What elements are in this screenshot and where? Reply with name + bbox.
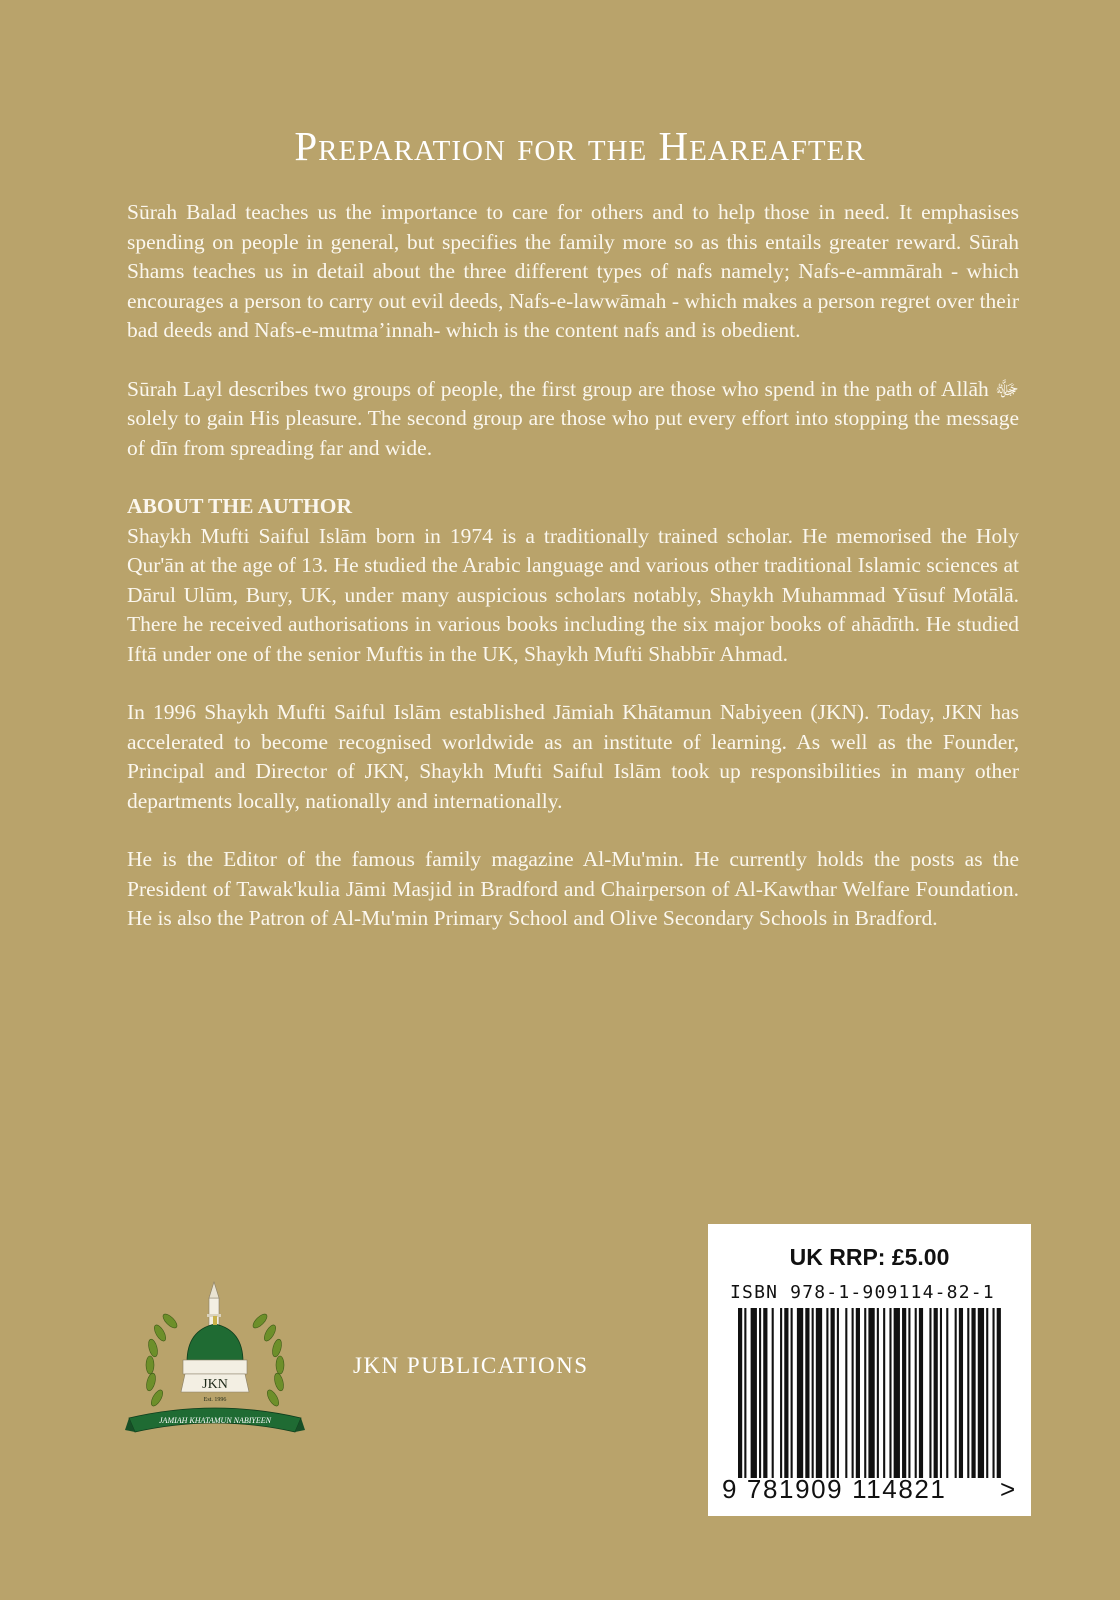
paragraph-surah-balad: Sūrah Balad teaches us the importance to care for others and to help those in need. It emphasises spending on people in general, but specifies the family more so as this entails greater reward. Sūrah Shams teaches us in detail about the three different types of nafs namely; Nafs-e-ammārah - which encourages a person to carry out evil deeds, Nafs-e-lawwāmah - which makes a person regret over their bad deeds and Nafs-e-mutma’innah- which is the content nafs and is obedient. — [127, 200, 1019, 342]
barcode-digits: 9 781909 114821 — [722, 1474, 947, 1504]
barcode-panel — [708, 1224, 1031, 1516]
author-heading: ABOUT THE AUTHOR — [127, 494, 353, 518]
paragraph-author-bio: Shaykh Mufti Saiful Islām born in 1974 is a traditionally trained scholar. He memorised the Holy Qur'ān at the age of 13. He studied the Arabic language and various other traditional Islamic sciences at Dārul Ulūm, Bury, UK, under many auspicious scholars notably, Shaykh Muhammad Yūsuf Motālā. There he received authorisations in various books including the six major books of ahādīth. He studied Iftā under one of the senior Muftis in the UK, Shaykh Mufti Shabbīr Ahmad. — [127, 523, 1019, 666]
logo-initials: JKN — [202, 1377, 228, 1392]
paragraph-jkn-founding: In 1996 Shaykh Mufti Saiful Islām established Jāmiah Khātamun Nabiyeen (JKN). Today, JKN has accelerated to become recognised worldwide as an institute of learning. As well as the Founder, Principal and Director of JKN, Shaykh Mufti Saiful Islām took up responsibilities in many other departments locally, nationally and internationally. — [127, 700, 1019, 813]
paragraph-editor-roles: He is the Editor of the famous family magazine Al-Mu'min. He currently holds the posts as the President of Tawak'kulia Jāmi Masjid in Bradford and Chairperson of Al-Kawthar Welfare Foundation. He is also the Patron of Al-Mu'min Primary School and Olive Secondary Schools in Bradford. — [127, 847, 1019, 930]
paragraph-surah-layl: Sūrah Layl describes two groups of people, the first group are those who spend in the path of Allāh ﷻ solely to gain His pleasure. The second group are those who put every effort into stopping the message of dīn from spreading far and wide. — [127, 376, 1019, 460]
barcode-icon — [738, 1308, 1003, 1478]
barcode-quiet-zone-marker: > — [1000, 1474, 1016, 1504]
publisher-name: JKN PUBLICATIONS — [353, 1353, 589, 1378]
logo-banner-text: JAMIAH KHATAMUN NABIYEEN — [159, 1416, 271, 1425]
price-label: UK RRP: £5.00 — [789, 1244, 950, 1270]
blurb — [127, 198, 1019, 963]
logo-established: Est. 1996 — [203, 1397, 227, 1403]
jkn-logo — [125, 1280, 305, 1450]
isbn-label: ISBN 978-1-909114-82-1 — [730, 1282, 995, 1303]
book-title: Preparation for the Heareafter — [294, 123, 866, 169]
